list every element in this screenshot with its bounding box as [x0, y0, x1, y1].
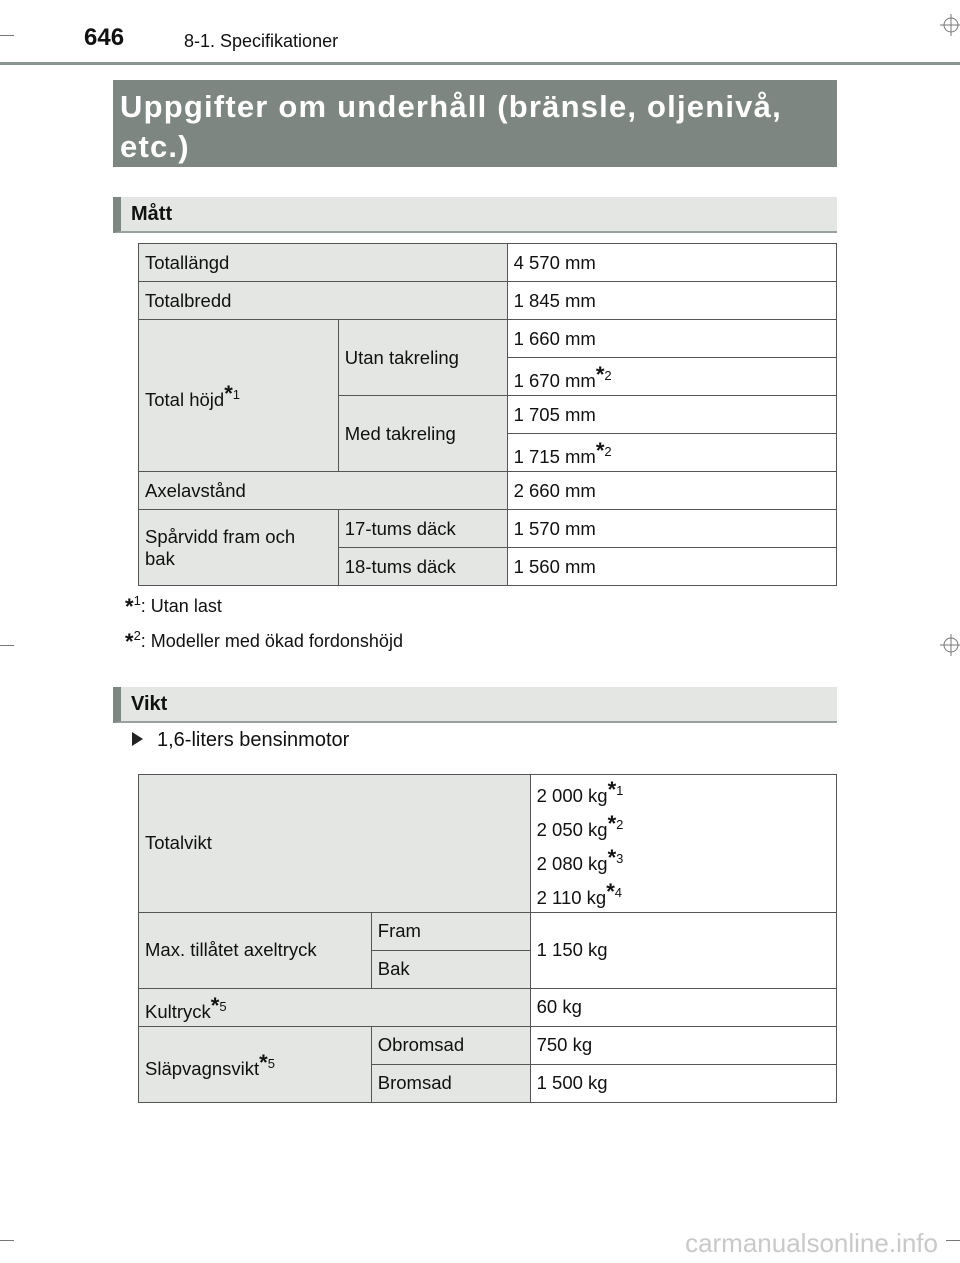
track-label-line2: bak — [145, 547, 175, 569]
table-cell: 17-tums däck — [338, 510, 507, 548]
table-cell: Fram — [371, 912, 530, 950]
footnote-ref: 3 — [616, 851, 624, 867]
page-title — [113, 80, 837, 167]
table-cell: 1 150 kg — [530, 912, 836, 988]
table-cell: 4 570 mm — [507, 244, 836, 282]
cell-value: 1 715 mm — [513, 446, 596, 468]
footnote-star-icon: * — [595, 362, 605, 388]
footnote — [125, 592, 222, 618]
footnote-star-icon: * — [125, 629, 134, 654]
table-row — [139, 244, 837, 282]
table-cell — [530, 775, 836, 913]
table-cell: Axelavstånd — [139, 472, 508, 510]
table-row — [139, 775, 837, 913]
total-weight-value — [537, 809, 830, 843]
crop-mark — [946, 1240, 960, 1241]
table-row — [139, 320, 837, 358]
footnote-text: : Modeller med ökad fordonshöjd — [140, 631, 403, 651]
footnote-star-icon: * — [606, 879, 615, 905]
table-cell — [507, 434, 836, 472]
registration-crosshair-icon — [940, 14, 960, 36]
footnote-text: : Utan last — [140, 596, 222, 616]
table-cell: 1 500 kg — [530, 1064, 836, 1102]
crop-mark — [0, 645, 14, 646]
table-cell: Bak — [371, 950, 530, 988]
table-cell: Max. tillåtet axeltryck — [139, 912, 372, 988]
table-cell — [139, 510, 339, 586]
cell-value: 2 050 kg — [536, 819, 608, 841]
engine-label: 1,6-liters bensinmotor — [157, 729, 350, 751]
section-heading-weight: Vikt — [113, 687, 837, 723]
chapter-title: 8-1. Specifikationer — [184, 31, 339, 51]
total-weight-value — [537, 843, 830, 877]
page-title-line2: etc.) — [120, 129, 190, 164]
crop-mark — [0, 1240, 14, 1241]
cell-value: 1 670 mm — [513, 370, 596, 392]
triangle-bullet-icon — [132, 732, 143, 746]
weight-table — [138, 774, 837, 1103]
total-weight-value — [537, 877, 830, 911]
footnote-ref: 2 — [604, 368, 612, 384]
table-cell: 18-tums däck — [338, 548, 507, 586]
footnote-star-icon: * — [607, 845, 617, 871]
table-row — [139, 510, 837, 548]
table-cell: 1 560 mm — [507, 548, 836, 586]
table-cell — [507, 358, 836, 396]
section-heading-dimensions: Mått — [113, 197, 837, 233]
footnote-ref: 5 — [219, 999, 227, 1015]
table-cell: Med takreling — [338, 396, 507, 472]
table-cell — [139, 1026, 372, 1102]
footnote-ref: 2 — [133, 628, 141, 643]
table-cell: Bromsad — [371, 1064, 530, 1102]
total-weight-value — [537, 775, 830, 809]
engine-bullet — [132, 729, 349, 752]
track-label-line1: Spårvidd fram och — [145, 525, 296, 547]
table-cell: 60 kg — [530, 988, 836, 1026]
header-rule — [0, 62, 960, 65]
footnote-star-icon: * — [607, 777, 617, 802]
footnote-ref: 1 — [133, 593, 141, 608]
table-cell — [139, 320, 339, 472]
cell-label: Kultryck — [145, 1001, 211, 1023]
table-row — [139, 282, 837, 320]
table-cell — [139, 988, 531, 1026]
table-cell: Totalvikt — [139, 775, 531, 913]
crop-mark — [0, 35, 14, 36]
page-title-line1: Uppgifter om underhåll (bränsle, oljenivå, — [120, 89, 782, 124]
total-height-label: Total höjd — [145, 389, 225, 411]
cell-label: Släpvagnsvikt — [145, 1058, 260, 1080]
table-cell: 1 660 mm — [507, 320, 836, 358]
cell-value: 2 000 kg — [536, 785, 608, 807]
footnote-star-icon: * — [595, 438, 605, 464]
footnote-star-icon: * — [259, 1050, 268, 1076]
footnote-star-icon: * — [125, 594, 134, 619]
table-cell: 1 845 mm — [507, 282, 836, 320]
footnote-star-icon: * — [224, 381, 233, 407]
table-cell: Totallängd — [139, 244, 508, 282]
table-cell: 2 660 mm — [507, 472, 836, 510]
table-row — [139, 472, 837, 510]
registration-crosshair-icon — [940, 634, 960, 656]
footnote-star-icon: * — [210, 993, 220, 1019]
footnote-ref: 1 — [232, 387, 240, 403]
footnote-star-icon: * — [607, 811, 617, 837]
table-cell: Utan takreling — [338, 320, 507, 396]
footnote-ref: 2 — [616, 817, 624, 833]
table-row — [139, 1026, 837, 1064]
cell-value: 2 080 kg — [536, 853, 608, 875]
table-row — [139, 988, 837, 1026]
watermark: carmanualsonline.info — [685, 1228, 938, 1258]
footnote — [125, 627, 403, 653]
page-number: 646 — [84, 24, 125, 51]
table-row — [139, 912, 837, 950]
footnote-ref: 1 — [616, 783, 624, 798]
footnote-ref: 4 — [614, 885, 623, 901]
dimensions-table — [138, 243, 837, 586]
table-cell: 750 kg — [530, 1026, 836, 1064]
cell-value: 2 110 kg — [536, 887, 607, 909]
table-cell: Obromsad — [371, 1026, 530, 1064]
footnote-ref: 5 — [267, 1056, 275, 1072]
table-cell: 1 705 mm — [507, 396, 836, 434]
footnote-ref: 2 — [604, 444, 612, 460]
table-cell: Totalbredd — [139, 282, 508, 320]
table-cell: 1 570 mm — [507, 510, 836, 548]
